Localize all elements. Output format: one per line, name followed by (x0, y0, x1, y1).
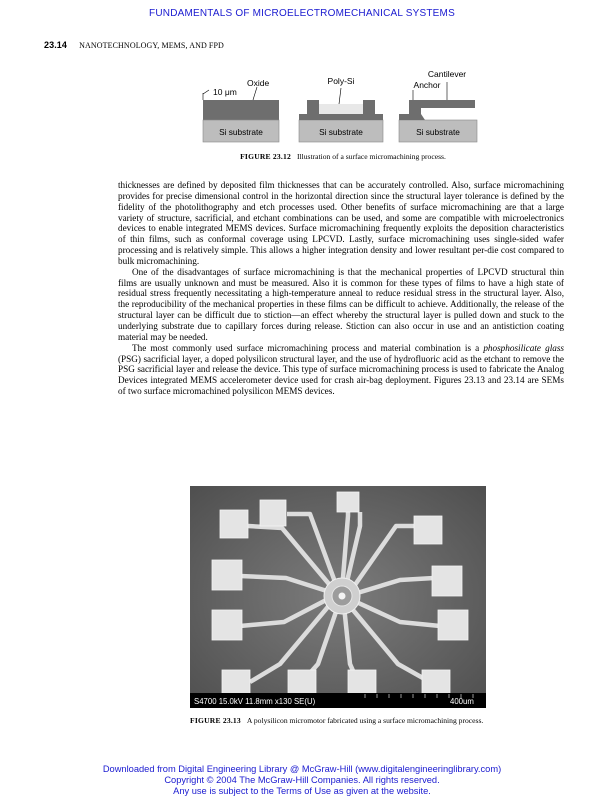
paragraph-3: The most commonly used surface micromachining process and material combination is a phosphosilicate glass (PSG) sacrificial layer, a doped polysilicon structural layer, and the use of hydrofluoric acid as the etchant to remove the PSG sacrificial layer and release the device. This type of surface micromachining process is used to fabricate the Analog Devices integrated MEMS accelerometer device used for crash air-bag deployment. Figures 23.13 and 23.14 are SEMs of two surface micromachined polysilicon MEMS devices. (118, 342, 564, 397)
chapter-title: NANOTECHNOLOGY, MEMS, AND FPD (79, 41, 224, 50)
anchor-label: Anchor (413, 80, 441, 90)
paragraph-1: thicknesses are defined by deposited film thicknesses that can be accurately controlled. Also, surface micromachining provides for precise dimensional control in the horizontal direction since the structural layer tolerance is defined by the fidelity of the photolithography and etch processes used. Other benefits of surface micromachining are that a large variety of structure, sacrificial, and etchant combinations can be used, and some are compatible with microelectronics devices to enable integrated MEMS devices. Surface micromachining frequently exploits the deposition characteristics of thin films, such as conformal coverage using LPCVD. Lastly, surface micromachining uses single-sided wafer processing and is relatively simple. This allows a higher integration density and lower resultant per-die cost compared to bulk micromachining. (118, 180, 564, 266)
library-banner: FUNDAMENTALS OF MICROELECTROMECHANICAL SYSTEMS (149, 8, 455, 19)
polysi-label: Poly-Si (327, 76, 355, 86)
cantilever-label: Cantilever (427, 69, 467, 79)
footer-line-3: Any use is subject to the Terms of Use as given at the website. (173, 786, 431, 796)
panel-polysi (299, 76, 383, 142)
sem-scale-bar-label: 400um (450, 697, 474, 706)
paragraph-2: One of the disadvantages of surface micromachining is that the mechanical properties of LPCVD structural thin films are usually unknown and must be measured. Also it is common for these types of films to have a high state of residual stress frequently necessitating a high-temperature anneal to reduce residual stress in the structural layer. Also, the reproducibility of the mechanical properties in these films can be difficult to achieve. Additionally, the release of the structural layer can be difficult due to stiction—an effect whereby the structural layer is pulled down and stuck to the underlying substrate due to capillary forces during release. Stiction can also occur in use and an antistiction coating material may be needed. (118, 266, 564, 342)
figure-23-13-sem-image (190, 486, 486, 708)
sem-info-text: S4700 15.0kV 11.8mm x130 SE(U) (194, 697, 316, 706)
micromotor-rotor (324, 578, 360, 614)
psg-term: phosphosilicate glass (483, 342, 564, 353)
body-text (118, 180, 564, 397)
oxide-under-poly (319, 104, 363, 114)
figure-23-13-caption (190, 716, 490, 726)
download-footer (0, 764, 604, 797)
footer-line-2: Copyright © 2004 The McGraw-Hill Companies. All rights reserved. (164, 775, 440, 785)
surface-micromachining-diagram (195, 60, 485, 150)
substrate-label-3: Si substrate (416, 127, 460, 137)
running-head (44, 40, 224, 50)
panel-oxide (203, 78, 279, 142)
figure-23-12-label: FIGURE 23.12 (240, 152, 292, 161)
oxide-label: Oxide (247, 78, 270, 88)
figure-23-12-caption-text: Illustration of a surface micromachining process. (297, 152, 446, 161)
oxide-layer (203, 100, 279, 120)
footer-line-1[interactable]: Downloaded from Digital Engineering Library @ McGraw-Hill (www.digitalengineeringlibrary.com) (102, 764, 502, 774)
substrate-label-1: Si substrate (219, 127, 263, 137)
substrate-label-2: Si substrate (319, 127, 363, 137)
figure-23-12 (195, 60, 485, 150)
scale-label: 10 μm (213, 87, 237, 97)
figure-23-12-caption (198, 152, 488, 161)
figure-23-13-caption-text: A polysilicon micromotor fabricated using a surface micromachining process. (246, 716, 484, 725)
figure-23-13-label: FIGURE 23.13 (190, 716, 241, 725)
page-number: 23.14 (44, 40, 68, 50)
cantilever-beam (399, 100, 475, 120)
panel-cantilever (399, 69, 477, 142)
